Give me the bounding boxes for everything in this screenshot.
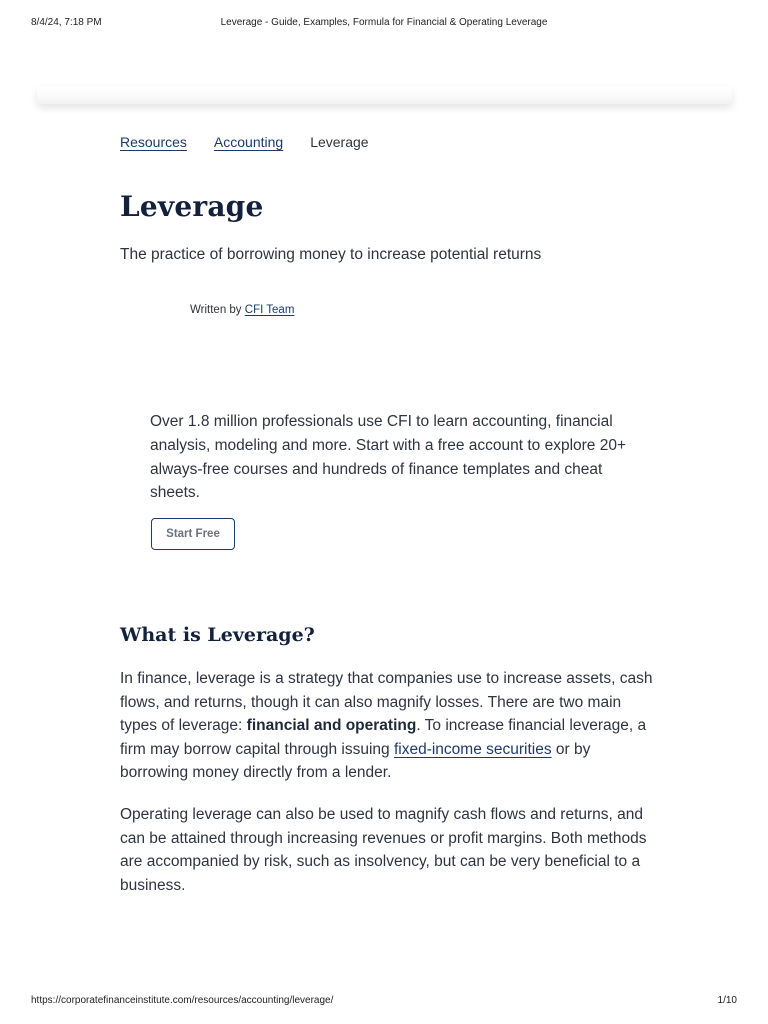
page-title: Leverage [120,190,264,223]
print-document-title: Leverage - Guide, Examples, Formula for Financial & Operating Leverage [220,17,548,28]
page-subtitle: The practice of borrowing money to increase potential returns [120,246,542,263]
paragraph-text: or by borrowing money directly from a lender. [120,740,591,782]
byline-prefix: Written by [190,304,242,316]
print-footer [0,995,768,1009]
breadcrumb-link-accounting[interactable]: Accounting [213,134,284,150]
paragraph-operating-leverage: Operating leverage can also be used to magnify cash flows and returns, and can be attained through increasing revenues or profit margins. Both methods are accompanied by risk, such as insolvency, but can be very beneficial to a business. [120,806,647,894]
print-page-number: 1/10 [717,995,737,1006]
breadcrumb [120,134,369,150]
paragraph-text: In finance, leverage is a strategy that companies use to increase assets, cash flows, and returns, though it can also magnify losses. There are two main types of leverage: [120,670,653,735]
paragraph-intro [120,667,660,785]
fixed-income-securities-link[interactable]: fixed-income securities [393,740,552,758]
author-link[interactable]: CFI Team [244,304,295,316]
promo-text: Over 1.8 million professionals use CFI to learn accounting, financial analysis, modeling and more. Start with a free account to explore 20+ always-free courses and hundreds of finance templates and cheat sheets. [150,413,627,502]
author-byline [190,304,294,316]
paragraph-text: . To increase financial leverage, a firm may borrow capital through issuing [120,717,647,758]
start-free-button[interactable]: Start Free [151,518,235,550]
breadcrumb-current: Leverage [310,134,369,150]
bold-text: financial and operating [246,717,417,735]
breadcrumb-link-resources[interactable]: Resources [120,134,187,150]
site-header-shadow [37,86,732,104]
section-heading: What is Leverage? [120,624,315,646]
print-url: https://corporatefinanceinstitute.com/resources/accounting/leverage/ [31,995,334,1006]
print-header [0,17,768,31]
print-datetime: 8/4/24, 7:18 PM [31,17,102,28]
